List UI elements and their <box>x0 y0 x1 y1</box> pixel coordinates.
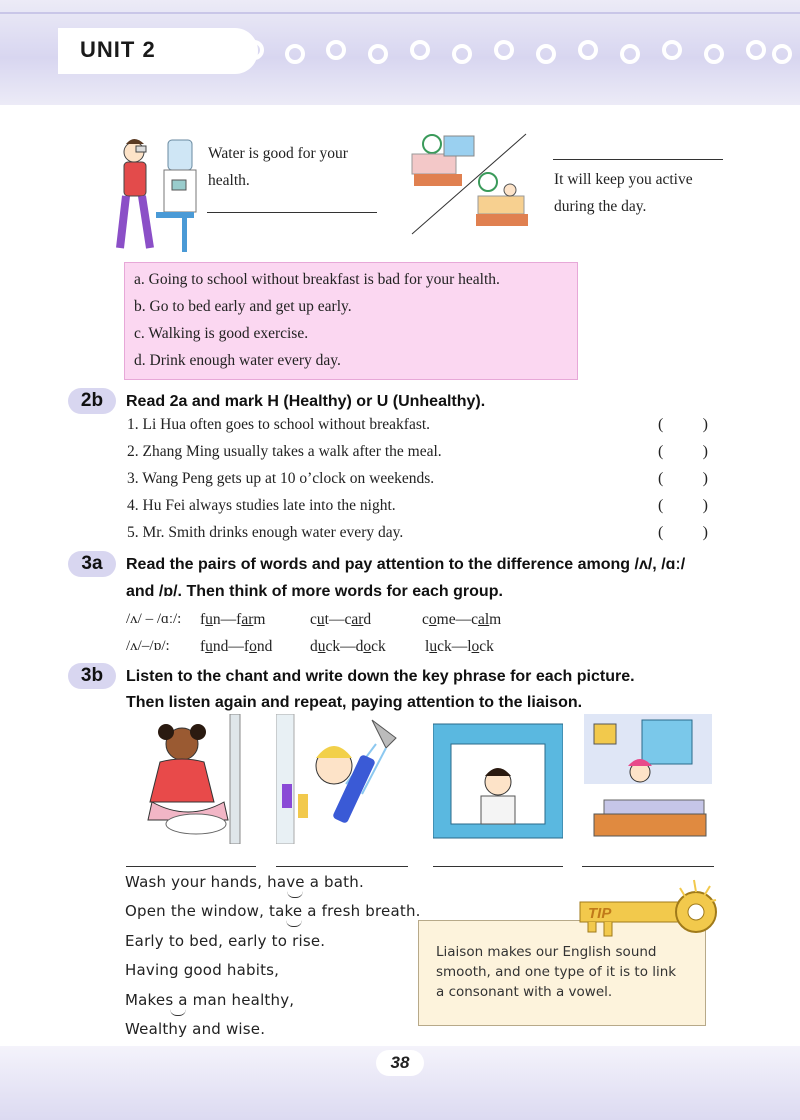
paren-open: ( <box>658 497 664 514</box>
ring-icon <box>244 40 264 60</box>
ring-icon <box>536 44 556 64</box>
girl-washing-hands-illustration <box>126 714 254 844</box>
chant-line: Makes a man healthy, <box>125 991 295 1009</box>
answer-line[interactable] <box>553 159 723 160</box>
question-item: 4. Hu Fei always studies late into the night. <box>127 497 396 514</box>
girl-making-bed-illustration <box>584 714 712 844</box>
paren-open: ( <box>658 470 664 487</box>
question-item: 3. Wang Peng gets up at 10 o’clock on weekends. <box>127 470 435 487</box>
instruction-2b: Read 2a and mark H (Healthy) or U (Unhealthy). <box>126 393 486 410</box>
answer-parentheses[interactable] <box>658 470 708 488</box>
answer-parentheses[interactable] <box>658 416 708 434</box>
shine-marks-icon <box>674 874 724 914</box>
word-pair: fund—fond <box>200 638 273 655</box>
option-item: d. Drink enough water every day. <box>134 352 341 369</box>
tip-text: Liaison makes our English sound smooth, and one type of it is to link a consonant with a vowel. <box>436 944 677 1000</box>
paren-close: ) <box>702 524 708 541</box>
word-pair: come—calm <box>422 611 502 628</box>
section-badge-3b: 3b <box>68 663 116 689</box>
instruction-3b-line1: Listen to the chant and write down the key phrase for each picture. <box>126 668 635 685</box>
word-pair: cut—card <box>310 611 372 628</box>
chant-line: Having good habits, <box>125 961 280 979</box>
answer-line[interactable] <box>207 212 377 213</box>
question-item: 1. Li Hua often goes to school without breakfast. <box>127 416 431 433</box>
paren-close: ) <box>702 443 708 460</box>
paren-open: ( <box>658 443 664 460</box>
ring-icon <box>746 40 766 60</box>
option-item: c. Walking is good exercise. <box>134 325 309 342</box>
question-item: 2. Zhang Ming usually takes a walk after the meal. <box>127 443 442 460</box>
page-number: 38 <box>376 1050 424 1076</box>
ring-icon <box>452 44 472 64</box>
liaison-mark <box>170 1009 186 1016</box>
answer-line[interactable] <box>276 866 408 867</box>
option-item: a. Going to school without breakfast is bad for your health. <box>134 271 500 288</box>
option-item: b. Go to bed early and get up early. <box>134 298 352 315</box>
instruction-3b-line2: Then listen again and repeat, paying attention to the liaison. <box>126 694 583 711</box>
instruction-3a-line1: Read the pairs of words and pay attention to the difference among /ʌ/, /ɑː/ <box>126 556 686 573</box>
answer-parentheses[interactable] <box>658 443 708 461</box>
tip-label: TIP <box>588 905 612 922</box>
answer-line[interactable] <box>582 866 714 867</box>
ring-icon <box>326 40 346 60</box>
word-pair: duck—dock <box>310 638 386 655</box>
ring-icon <box>285 44 305 64</box>
chant-line: Early to bed, early to rise. <box>125 932 326 950</box>
question-item: 5. Mr. Smith drinks enough water every day. <box>127 524 404 541</box>
ring-icon <box>704 44 724 64</box>
active-caption: It will keep you active during the day. <box>554 171 693 215</box>
chant-line: Wealthy and wise. <box>125 1020 266 1038</box>
word-pair: luck—lock <box>425 638 494 655</box>
paren-close: ) <box>702 416 708 433</box>
ring-icon <box>494 40 514 60</box>
paren-open: ( <box>658 416 664 433</box>
chant-line: Open the window, take a fresh breath. <box>125 902 421 920</box>
ring-icon <box>772 44 792 64</box>
phonetic-label: /ʌ/ – /ɑː/: <box>126 611 182 627</box>
girl-drinking-water-illustration <box>112 132 202 256</box>
word-pair: fun—farm <box>200 611 266 628</box>
answer-line[interactable] <box>126 866 256 867</box>
ring-icon <box>410 40 430 60</box>
boy-showering-illustration <box>276 714 406 844</box>
water-caption: Water is good for your health. <box>208 145 348 189</box>
ring-icon <box>578 40 598 60</box>
unit-title: UNIT 2 <box>80 37 156 62</box>
paren-close: ) <box>702 497 708 514</box>
ring-icon <box>368 44 388 64</box>
instruction-3a-line2: and /ɒ/. Then think of more words for each group. <box>126 583 503 600</box>
answer-parentheses[interactable] <box>658 524 708 542</box>
liaison-mark <box>287 891 303 898</box>
section-badge-3a: 3a <box>68 551 116 577</box>
liaison-mark <box>286 920 302 927</box>
answer-line[interactable] <box>433 866 563 867</box>
section-badge-2b: 2b <box>68 388 116 414</box>
boy-at-window-illustration <box>433 714 563 844</box>
answer-parentheses[interactable] <box>658 497 708 515</box>
paren-open: ( <box>658 524 664 541</box>
phonetic-label: /ʌ/–/ɒ/: <box>126 638 170 654</box>
ring-icon <box>620 44 640 64</box>
chant-line: Wash your hands, have a bath. <box>125 873 364 891</box>
ring-icon <box>662 40 682 60</box>
sleep-wake-illustration <box>402 130 532 238</box>
paren-close: ) <box>702 470 708 487</box>
